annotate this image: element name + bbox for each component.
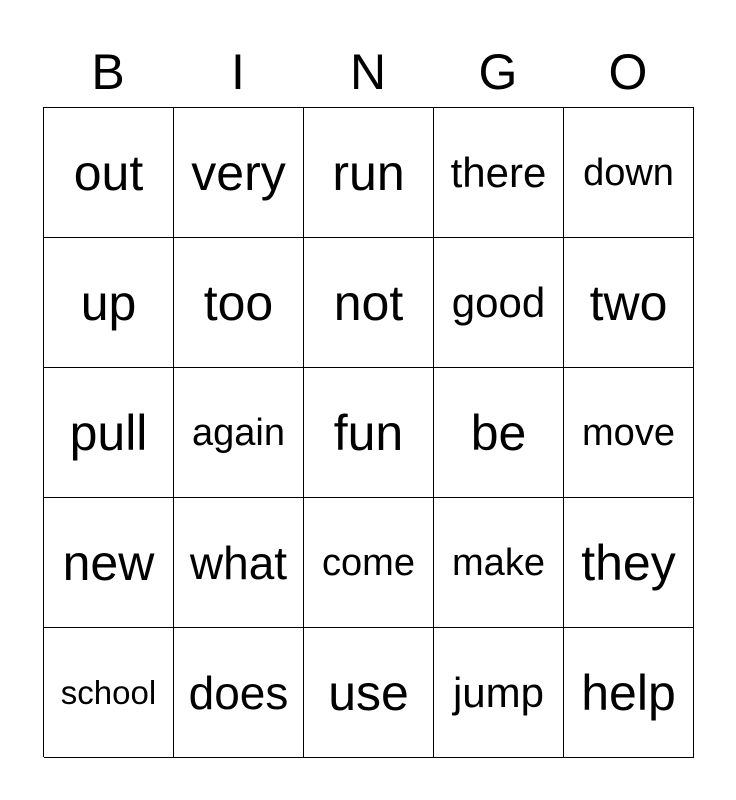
bingo-cell-r3-c1[interactable]: pull <box>44 368 174 498</box>
bingo-header <box>43 40 693 104</box>
bingo-cell-r4-c3[interactable]: come <box>304 498 434 628</box>
bingo-cell-r2-c1[interactable]: up <box>44 238 174 368</box>
bingo-cell-r4-c2[interactable]: what <box>174 498 304 628</box>
bingo-grid <box>43 107 694 757</box>
bingo-cell-r3-c4[interactable]: be <box>434 368 564 498</box>
bingo-cell-r1-c5[interactable]: down <box>564 108 694 238</box>
header-letter-b: B <box>91 44 125 100</box>
bingo-cell-r4-c1[interactable]: new <box>44 498 174 628</box>
bingo-cell-r4-c5[interactable]: they <box>564 498 694 628</box>
bingo-cell-r3-c3[interactable]: fun <box>304 368 434 498</box>
bingo-cell-r2-c4[interactable]: good <box>434 238 564 368</box>
bingo-cell-r3-c5[interactable]: move <box>564 368 694 498</box>
bingo-cell-r5-c5[interactable]: help <box>564 628 694 758</box>
bingo-cell-r1-c1[interactable]: out <box>44 108 174 238</box>
bingo-cell-r2-c5[interactable]: two <box>564 238 694 368</box>
bingo-cell-r1-c3[interactable]: run <box>304 108 434 238</box>
bingo-cell-r2-c3[interactable]: not <box>304 238 434 368</box>
header-letter-i: I <box>231 44 245 100</box>
bingo-cell-r5-c3[interactable]: use <box>304 628 434 758</box>
bingo-cell-r4-c4[interactable]: make <box>434 498 564 628</box>
bingo-cell-r5-c4[interactable]: jump <box>434 628 564 758</box>
header-letter-o: O <box>608 44 648 100</box>
bingo-cell-r1-c2[interactable]: very <box>174 108 304 238</box>
header-letter-g: G <box>478 44 518 100</box>
bingo-cell-r5-c1[interactable]: school <box>44 628 174 758</box>
bingo-cell-r1-c4[interactable]: there <box>434 108 564 238</box>
header-letter-n: N <box>349 44 387 100</box>
bingo-cell-r3-c2[interactable]: again <box>174 368 304 498</box>
bingo-cell-r5-c2[interactable]: does <box>174 628 304 758</box>
bingo-cell-r2-c2[interactable]: too <box>174 238 304 368</box>
